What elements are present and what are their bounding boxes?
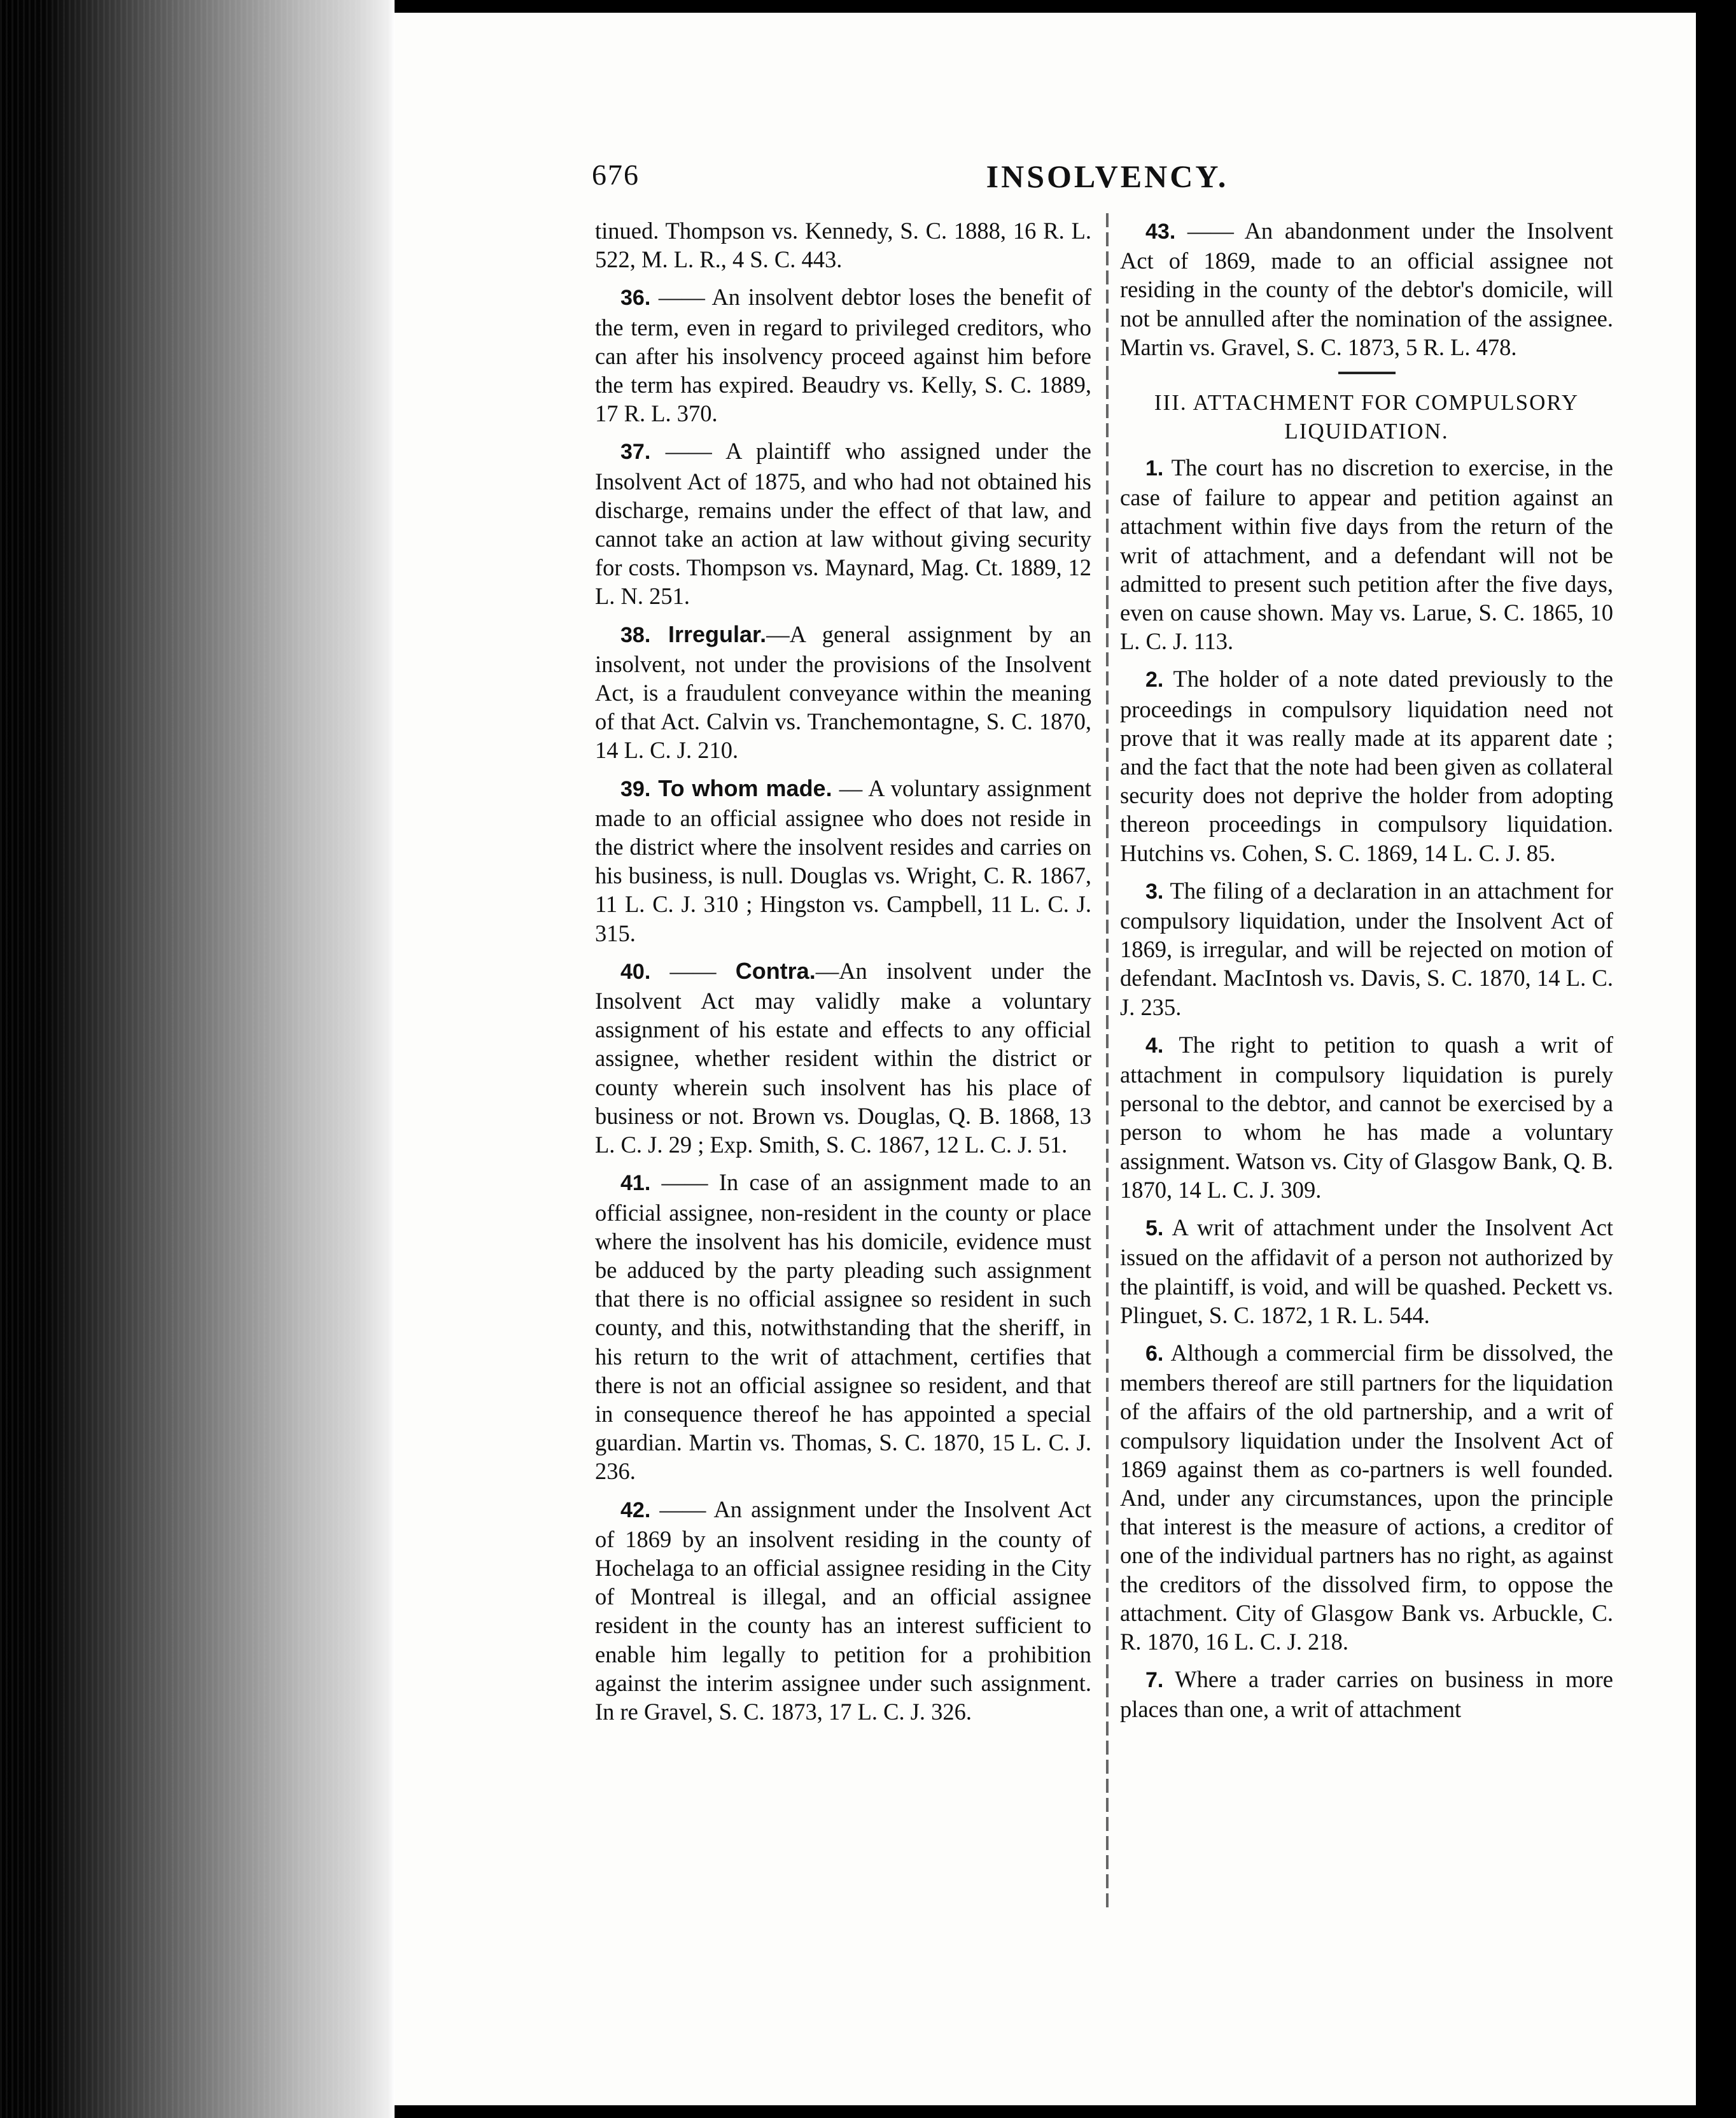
paragraph-number: 43. (1145, 220, 1176, 244)
column-divider (1106, 213, 1109, 1909)
em-dash: —— (650, 1169, 719, 1196)
paragraph-text: The right to petition to quash a writ of attachment in compulsory liquidation is purely personal to the debtor, and cannot be exercised by a person to whom he has made a voluntary assignment. Watson vs. City of Glasgow Bank, Q. B. 1870, 14 L. C. J. 309. (1120, 1031, 1613, 1203)
paragraph-number: 36. (620, 286, 651, 311)
section-paragraph-4 (1120, 1030, 1613, 1204)
paragraph-number: 5. (1145, 1216, 1164, 1241)
em-dash: —— (1175, 218, 1245, 244)
paragraph-number: 4. (1145, 1033, 1164, 1058)
paragraph-text: An abandonment under the Insolvent Act of 1869, made to an official assignee not residing in the county of the debtor's domicile, will not be annulled after the nomination of the assignee. Martin vs. Gravel, S. C. 1873, 5 R. L. 478. (1120, 218, 1613, 360)
section-paragraph-7 (1120, 1665, 1613, 1723)
keyword-heading: To whom made. (650, 775, 832, 801)
paragraph-38 (595, 620, 1091, 765)
paragraph-number: 1. (1145, 456, 1164, 481)
paragraph-41 (595, 1168, 1091, 1485)
paragraph-number: 3. (1145, 879, 1164, 904)
em-dash: —— (650, 284, 712, 311)
paragraph-text: An insolvent debtor loses the benefit of the term, even in regard to privileged creditors, who can after his insolvency proceed against him before the term has expired. Beaudry vs. Kelly, S. C. 1889, 17 R. L. 370. (595, 284, 1091, 427)
scan-border (1696, 0, 1736, 2118)
paragraph-text: An assignment under the Insolvent Act of 1869 by an insolvent residing in the county of Hochelaga to an official assignee residing in the City of Montreal is illegal, and an official assignee resident in the county has an interest sufficient to enable him legally to petition for a prohibition against the interim assignee under such assignment. In re Gravel, S. C. 1873, 17 L. C. J. 326. (595, 1496, 1091, 1725)
paragraph-number: 38. (620, 622, 651, 647)
paragraph-40 (595, 957, 1091, 1159)
keyword-heading: Irregular. (650, 621, 767, 647)
paragraph-text: In case of an assignment made to an official assignee, non-resident in the county or place where the insolvent has his domicile, evidence must be adduced by the party pleading such assignment that there is no official assignee so resident in such county, and this, notwithstanding that the sheriff, in his return to the writ of attachment, certifies that there is not an official assignee so resident, and that in consequence thereof he has appointed a special guardian. Martin vs. Thomas, S. C. 1870, 15 L. C. J. 236. (595, 1169, 1092, 1485)
paragraph-text: The court has no discretion to exercise, in the case of failure to appear and petition against an attachment within five days from the return of the writ of attachment, and a defendant will not be admitted to present such petition after the five days, even on cause shown. May vs. Larue, S. C. 1865, 10 L. C. J. 113. (1120, 454, 1613, 655)
paragraph-number: 7. (1145, 1668, 1164, 1693)
running-title: INSOLVENCY. (986, 158, 1229, 194)
book-page-edges (0, 0, 395, 2118)
section-heading: III. ATTACHMENT FOR COMPULSORY LIQUIDATION. (1154, 390, 1579, 444)
em-dash: —— (650, 1496, 714, 1522)
paragraph-number: 6. (1145, 1341, 1164, 1366)
section-paragraph-6 (1120, 1338, 1613, 1656)
paragraph-number: 2. (1145, 668, 1164, 692)
section-paragraph-3 (1120, 876, 1613, 1021)
paragraph-text: —A general assignment by an insolvent, not under the provisions of the Insolvent Act, is a fraudulent conveyance within the meaning of that Act. Calvin vs. Tranchemontagne, S. C. 1870, 14 L. C. J. 210. (595, 621, 1091, 764)
section-paragraph-1 (1120, 453, 1613, 656)
right-column (1120, 216, 1613, 1733)
em-dash: —— (650, 957, 736, 984)
paragraph-text: Although a commercial firm be dissolved, the members thereof are still partners for the liquidation of the affairs of the old partnership, and a writ of compulsory liquidation under the Insolvent Act of 1869 against them as co-partners is well founded. And, under any circumstances, upon the principle that interest is the measure of actions, a creditor of one of the individual partners has no right, as against the creditors of the dissolved firm, to oppose the attachment. City of Glasgow Bank vs. Arbuckle, C. R. 1870, 16 L. C. J. 218. (1120, 1339, 1613, 1655)
left-column (595, 216, 1091, 1735)
paragraph-42 (595, 1495, 1091, 1727)
paragraph-43 (1120, 216, 1613, 361)
paragraph-number: 37. (620, 440, 651, 465)
paragraph-37 (595, 437, 1091, 610)
paragraph-number: 40. (620, 959, 651, 984)
paragraph-number: 42. (620, 1497, 651, 1522)
paragraph-number: 41. (620, 1171, 651, 1196)
section-separator (1338, 372, 1396, 374)
section-paragraph-5 (1120, 1213, 1613, 1329)
em-dash: —— (650, 438, 726, 465)
paragraph-continued: tinued. Thompson vs. Kennedy, S. C. 1888, 16 R. L. 522, M. L. R., 4 S. C. 443. (595, 218, 1091, 273)
paragraph-39 (595, 774, 1091, 948)
paragraph-number: 39. (620, 776, 651, 801)
paragraph-text: The holder of a note dated previously to the proceedings in compulsory liquidation need not prove that it was really made at its apparent date ; and the fact that the note had been given as collateral security does not deprive the holder from adopting thereon proceedings in compulsory liquidation. Hutchins vs. Cohen, S. C. 1869, 14 L. C. J. 85. (1120, 666, 1613, 866)
paragraph-text: The filing of a declaration in an attachment for compulsory liquidation, under the Insolvent Act of 1869, is irregular, and will be rejected on motion of defendant. MacIntosh vs. Davis, S. C. 1870, 14 L. C. J. 235. (1120, 877, 1613, 1020)
paragraph-text: Where a trader carries on business in more places than one, a writ of attachment (1120, 1666, 1613, 1723)
keyword-heading: Contra. (735, 957, 816, 984)
page-number: 676 (592, 158, 640, 191)
paragraph-text: A writ of attachment under the Insolvent Act issued on the affidavit of a person not authorized by the plaintiff, is void, and will be quashed. Peckett vs. Plinguet, S. C. 1872, 1 R. L. 544. (1120, 1214, 1613, 1328)
paragraph-text: —An insolvent under the Insolvent Act may validly make a voluntary assignment of his estate and effects to any official assignee, whether resident within the district or county wherein such insolvent has his place of business or not. Brown vs. Douglas, Q. B. 1868, 13 L. C. J. 29 ; Exp. Smith, S. C. 1867, 12 L. C. J. 51. (595, 957, 1091, 1158)
paragraph-text: — A voluntary assignment made to an official assignee who does not reside in the district where the insolvent resides and carries on his business, is null. Douglas vs. Wright, C. R. 1867, 11 L. C. J. 310 ; Hingston vs. Campbell, 11 L. C. J. 315. (595, 775, 1091, 946)
section-paragraph-2 (1120, 664, 1613, 867)
paragraph-36 (595, 283, 1091, 428)
paragraph-text: A plaintiff who assigned under the Insolvent Act of 1875, and who had not obtained his discharge, remains under the effect of that law, and cannot take an action at law without giving security for costs. Thompson vs. Maynard, Mag. Ct. 1889, 12 L. N. 251. (595, 438, 1091, 610)
page-header (592, 158, 1623, 196)
